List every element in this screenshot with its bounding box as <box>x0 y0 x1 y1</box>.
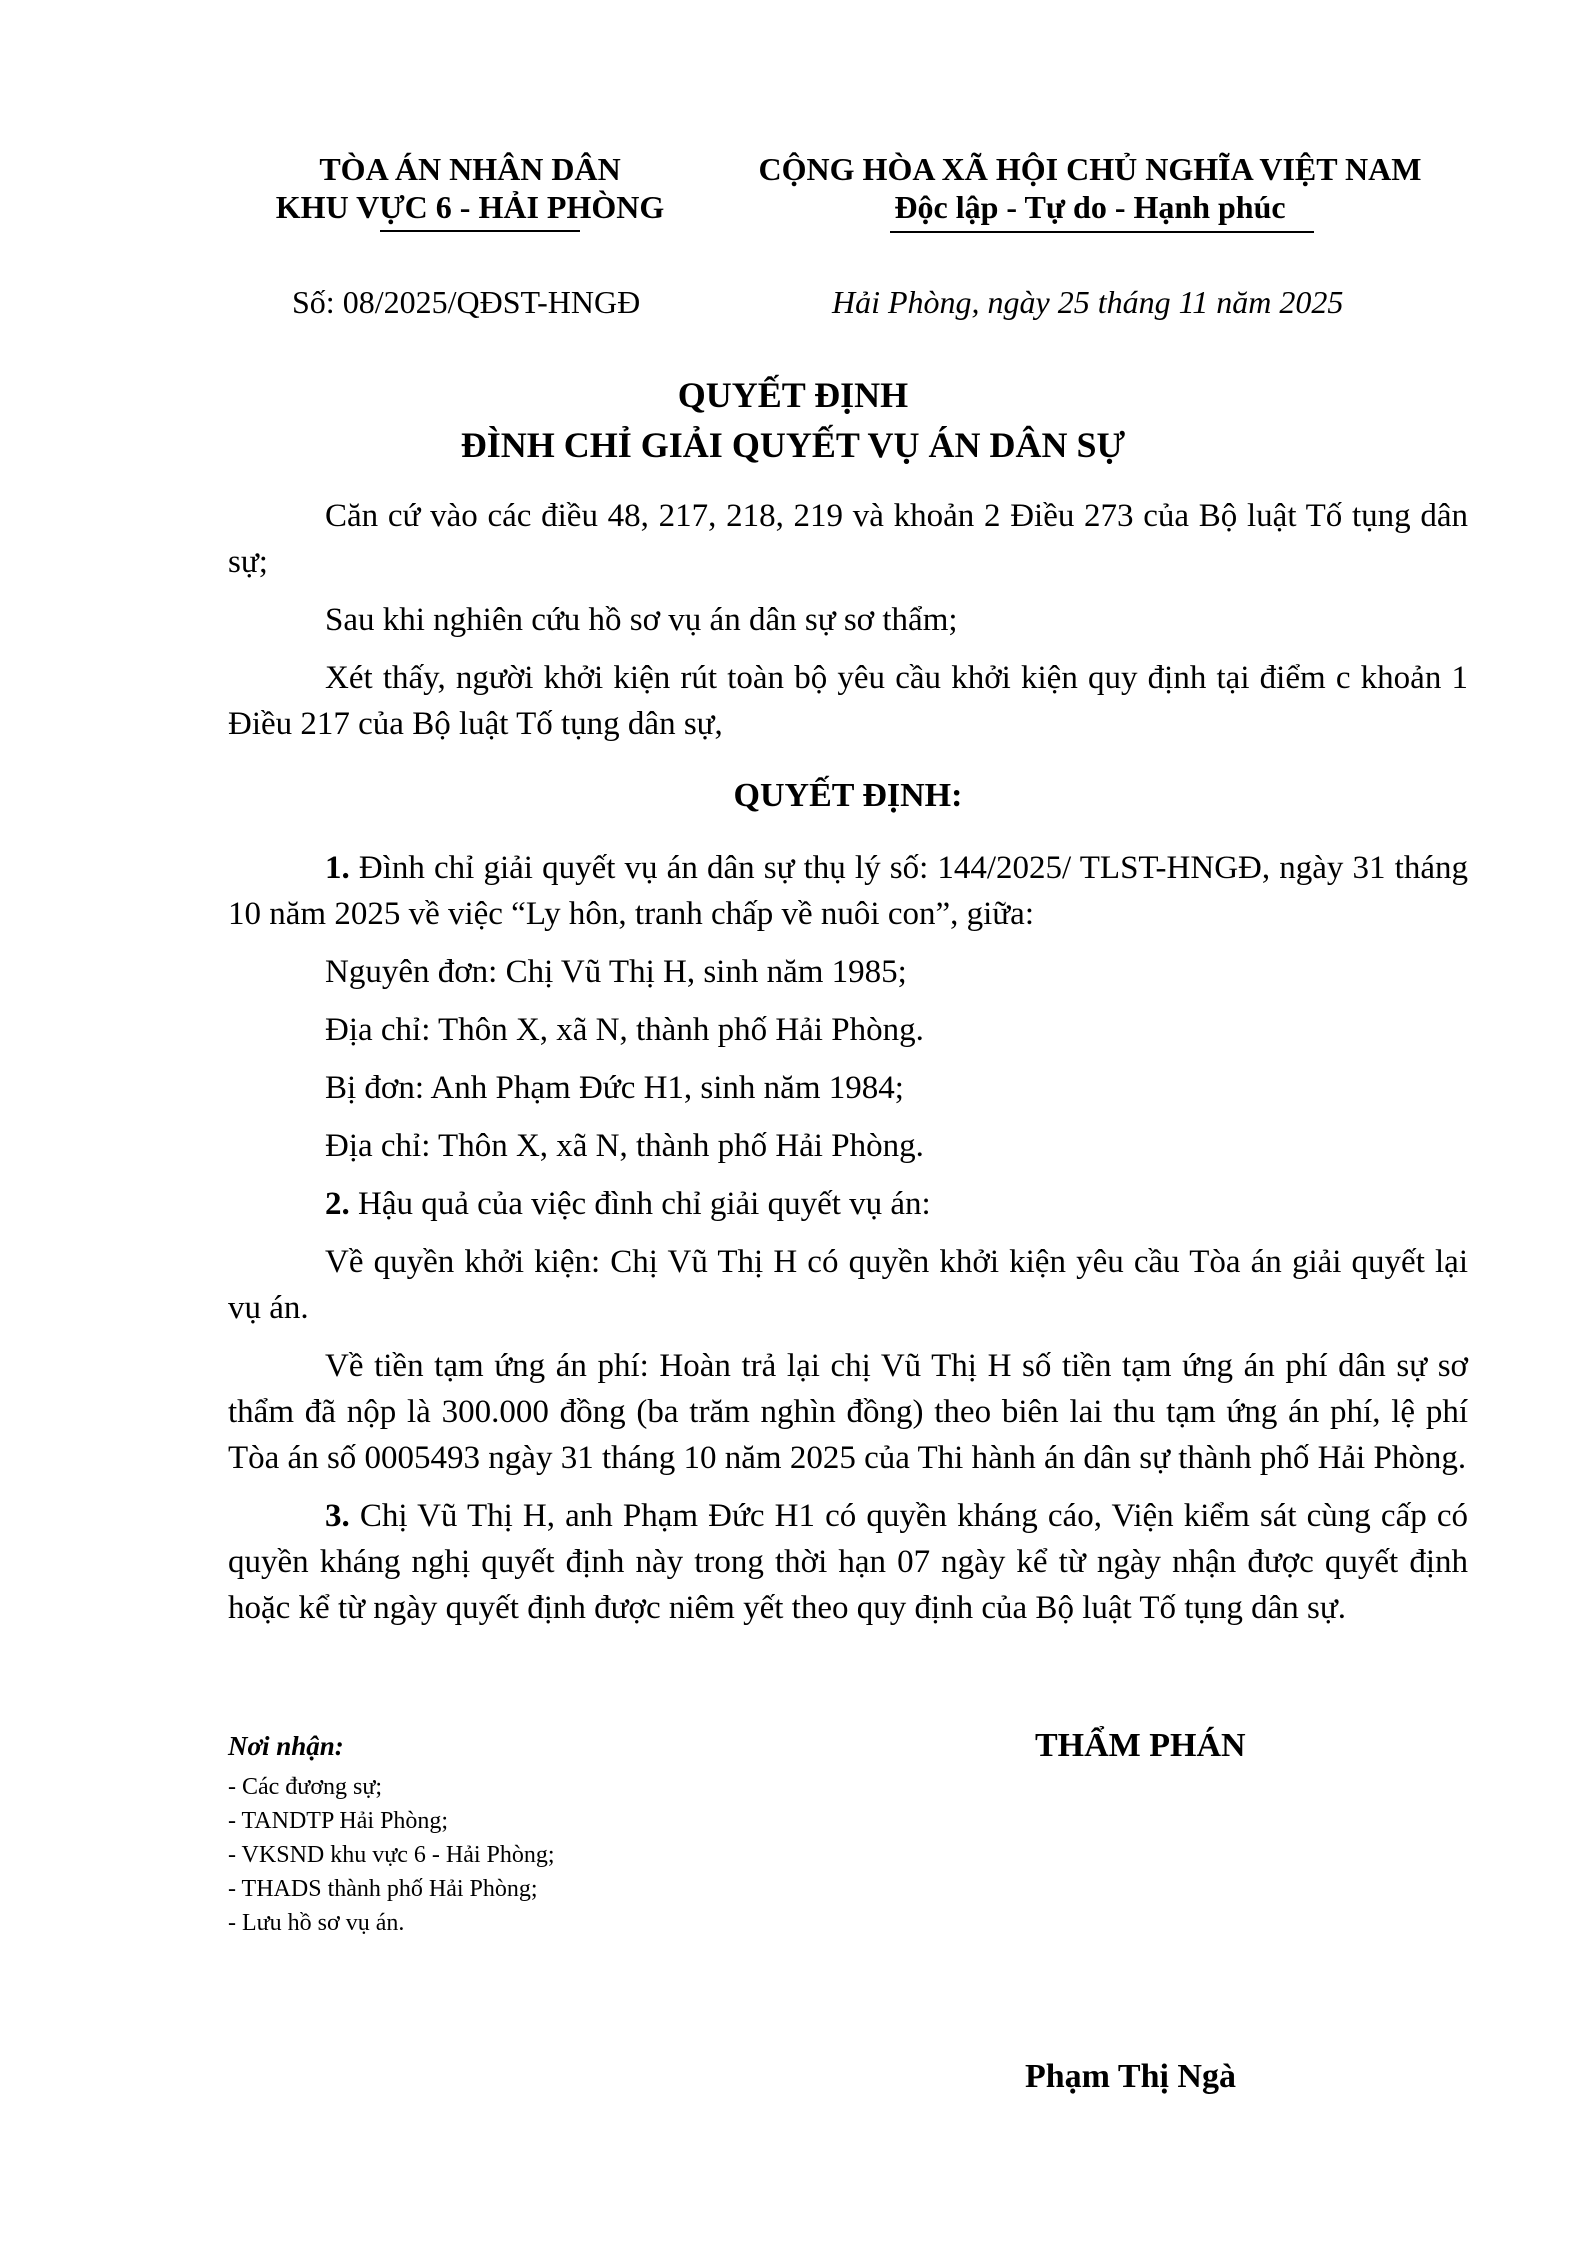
preamble-review: Sau khi nghiên cứu hồ sơ vụ án dân sự sơ thẩm; <box>325 602 958 638</box>
preamble-legal-basis: Căn cứ vào các điều 48, 217, 218, 219 và khoản 2 Điều 273 của Bộ luật Tố tụng dân sự; <box>228 498 1468 580</box>
item-2-number: 2. <box>325 1186 350 1222</box>
document-subtitle: ĐÌNH CHỈ GIẢI QUYẾT VỤ ÁN DÂN SỰ <box>460 425 1126 465</box>
place-date: Hải Phòng, ngày 25 tháng 11 năm 2025 <box>832 284 1344 320</box>
item-1-text: Đình chỉ giải quyết vụ án dân sự thụ lý số: 144/2025/ TLST-HNGĐ, ngày 31 tháng 10 năm 2025 về việc “Ly hôn, tranh chấp về nuôi con”, giữa: <box>228 850 1468 932</box>
item-1-number: 1. <box>325 850 350 886</box>
recipient-item: - TANDTP Hải Phòng; <box>228 1808 449 1834</box>
right-to-sue: Về quyền khởi kiện: Chị Vũ Thị H có quyền khởi kiện yêu cầu Tòa án giải quyết lại vụ án. <box>228 1244 1468 1326</box>
decision-item-1 <box>228 845 1468 937</box>
nation-name: CỘNG HÒA XÃ HỘI CHỦ NGHĨA VIỆT NAM <box>758 151 1422 187</box>
decision-heading: QUYẾT ĐỊNH: <box>733 777 963 814</box>
nation-motto: Độc lập - Tự do - Hạnh phúc <box>894 189 1286 225</box>
recipients-list <box>228 1770 555 1940</box>
nation-header <box>740 150 1440 226</box>
item-2-text: Hậu quả của việc đình chỉ giải quyết vụ án: <box>349 1186 931 1222</box>
court-district: KHU VỰC 6 - HẢI PHÒNG <box>275 189 665 225</box>
plaintiff-address: Địa chỉ: Thôn X, xã N, thành phố Hải Phòng. <box>325 1012 924 1048</box>
plaintiff-info: Nguyên đơn: Chị Vũ Thị H, sinh năm 1985; <box>325 954 907 990</box>
signer-name: Phạm Thị Ngà <box>1025 2058 1236 2095</box>
item-3-number: 3. <box>325 1498 350 1534</box>
defendant-info: Bị đơn: Anh Phạm Đức H1, sinh năm 1984; <box>325 1070 904 1106</box>
document-number: Số: 08/2025/QĐST-HNGĐ <box>292 284 641 320</box>
decision-item-2 <box>228 1181 1468 1227</box>
court-name: TÒA ÁN NHÂN DÂN <box>319 151 621 187</box>
decision-item-3 <box>228 1493 1468 1631</box>
court-header-underline <box>380 230 580 232</box>
document-body <box>228 493 1468 1643</box>
recipients-title: Nơi nhận: <box>228 1731 344 1761</box>
court-header <box>200 150 740 226</box>
defendant-address: Địa chỉ: Thôn X, xã N, thành phố Hải Phòng. <box>325 1128 924 1164</box>
document-title: QUYẾT ĐỊNH <box>677 375 909 415</box>
motto-underline <box>890 231 1314 233</box>
signer-role: THẨM PHÁN <box>1035 1727 1246 1764</box>
recipient-item: - Lưu hồ sơ vụ án. <box>228 1910 405 1936</box>
recipient-item: - Các đương sự; <box>228 1774 383 1800</box>
item-3-text: Chị Vũ Thị H, anh Phạm Đức H1 có quyền kháng cáo, Viện kiểm sát cùng cấp có quyền kháng nghị quyết định này trong thời hạn 07 ngày kể từ ngày nhận được quyết định hoặc kể từ ngày quyết định được niêm yết theo quy định của Bộ luật Tố tụng dân sự. <box>228 1498 1468 1626</box>
fee-refund: Về tiền tạm ứng án phí: Hoàn trả lại chị Vũ Thị H số tiền tạm ứng án phí dân sự sơ thẩm đã nộp là 300.000 đồng (ba trăm nghìn đồng) theo biên lai thu tạm ứng án phí, lệ phí Tòa án số 0005493 ngày 31 tháng 10 năm 2025 của Thi hành án dân sự thành phố Hải Phòng. <box>228 1348 1468 1476</box>
recipient-item: - THADS thành phố Hải Phòng; <box>228 1876 538 1902</box>
recipient-item: - VKSND khu vực 6 - Hải Phòng; <box>228 1842 555 1868</box>
preamble-finding: Xét thấy, người khởi kiện rút toàn bộ yêu cầu khởi kiện quy định tại điểm c khoản 1 Điều 217 của Bộ luật Tố tụng dân sự, <box>228 660 1468 742</box>
